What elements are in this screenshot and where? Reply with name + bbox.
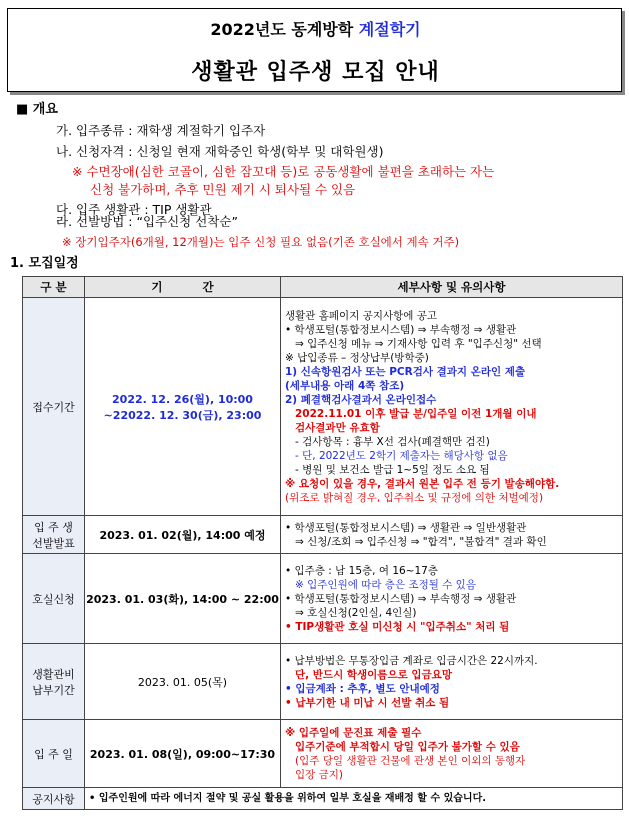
detail-line: 2) 폐결핵검사결과서 온라인접수 [285,393,437,406]
row-label-line: 생활관비 [32,667,75,681]
notice-label: 공지사항 [23,788,85,810]
row-details [281,298,623,516]
detail-line: 입주기준에 부적합시 당일 입주가 불가할 수 있음 [295,740,520,753]
detail-line: 생활관 홈페이지 공지사항에 공고 [285,309,438,322]
detail-line: • 학생포털(통합정보시스템) ⇒ 부속행정 ⇒ 생활관 [285,323,517,336]
title-box [7,8,622,92]
detail-line: 단, 반드시 학생이름으로 입금요망 [295,668,452,681]
table-row [23,516,623,554]
overview-item: 다. 입주 생활관 : TIP 생활관 [56,202,212,217]
detail-line: ※ 요청이 있을 경우, 결과서 원본 입주 전 등기 발송해야함. [285,477,560,490]
row-label: 호실신청 [23,554,85,644]
table-row [23,720,623,788]
overview-item-method [56,212,238,230]
detail-line: 2022.11.01 이후 발급 분/입주일 이전 1개월 이내 [295,407,537,420]
overview-heading: ■ 개요 [16,102,58,117]
overview-warning-cont: 신청 불가하며, 추후 민원 제기 시 퇴사될 수 있음 [90,182,356,197]
overview-item: 나. 신청자격 : 신청일 현재 재학중인 학생(학부 및 대학원생) [56,144,384,159]
detail-line: ⇒ 신청/조회 ⇒ 입주신청 ⇒ "합격", "불합격" 결과 확인 [295,535,547,548]
row-label-line: 선발발표 [32,536,75,550]
detail-line: - 단, 2022년도 2학기 제출자는 해당사항 없음 [295,449,508,462]
detail-line: • 입주층 : 남 15층, 여 16~17층 [285,564,438,577]
col-header-period: 기 간 [85,277,281,298]
detail-line: • TIP생활관 호실 미신청 시 "입주취소" 처리 됨 [285,620,510,633]
row-label: 입 주 일 [23,720,85,788]
overview-method-text: 라. 선발방법 : “입주신청 선착순” [56,214,238,229]
row-period: 2023. 01. 08(일), 09:00~17:30 [85,720,281,788]
page-title: 생활관 입주생 모집 안내 [191,60,440,85]
detail-line: • 학생포털(통합정보시스템) ⇒ 부속행정 ⇒ 생활관 [285,592,517,605]
row-details [281,516,623,554]
row-period: 2023. 01. 02(월), 14:00 예정 [85,516,281,554]
detail-line: - 병원 및 보건소 발급 1~5일 정도 소요 됨 [295,463,490,476]
detail-line: 입장 금지) [295,768,344,781]
schedule-heading: 1. 모집일정 [10,256,79,271]
title-line1 [8,17,623,40]
title-prefix: 2022년도 동계방학 [210,20,359,39]
overview-item: 가. 입주종류 : 재학생 계절학기 입주자 [56,123,266,138]
detail-line: • 납부기한 내 미납 시 선발 취소 됨 [285,696,450,709]
row-period [85,298,281,516]
detail-line: • 입금계좌 : 추후, 별도 안내예정 [285,682,440,695]
row-details [281,720,623,788]
row-period: 2023. 01. 03(화), 14:00 ~ 22:00 [85,554,281,644]
period-start: 2022. 12. 26(월), 10:00 [112,392,253,406]
row-label-line: 납부기간 [32,683,75,697]
detail-line: ※ 납입종류 – 정상납부(방학중) [285,351,429,364]
row-details [281,644,623,720]
detail-line: ※ 입주인원에 따라 층은 조정될 수 있음 [295,578,476,591]
detail-line: ※ 입주일에 문진표 제출 필수 [285,726,422,739]
row-period: 2023. 01. 05(목) [85,644,281,720]
row-label: 접수기간 [23,298,85,516]
detail-line: - 검사항목 : 흉부 X선 검사(폐결핵만 검진) [295,435,490,448]
schedule-table [22,276,623,810]
detail-line: (입주 당일 생활관 건물에 관생 본인 이외의 동행자 [295,754,526,767]
detail-line: • 납부방법은 무통장입금 계좌로 입금시간은 22시까지. [285,654,538,667]
overview-warning: ※ 수면장애(심한 코골이, 심한 잠꼬대 등)로 공동생활에 불편을 초래하는 자는 [72,164,495,179]
period-end: ~22022. 12. 30(금), 23:00 [103,408,262,422]
table-row [23,644,623,720]
table-row-notice [23,788,623,810]
table-row [23,554,623,644]
row-details [281,554,623,644]
row-label [23,644,85,720]
detail-line: 1) 신속항원검사 또는 PCR검사 결과지 온라인 제출 [285,365,526,378]
detail-line: 검사결과만 유효함 [295,421,380,434]
table-row [23,298,623,516]
col-header-category: 구 분 [23,277,85,298]
detail-line: (위조로 밝혀질 경우, 입주취소 및 규정에 의한 처벌예정) [285,491,544,504]
detail-line: ⇒ 입주신청 메뉴 ⇒ 기재사항 입력 후 "입주신청" 선택 [295,337,542,350]
overview-long-term-note: ※ 장기입주자(6개월, 12개월)는 입주 신청 필요 없음(기존 호실에서 계속 거주) [62,235,460,249]
notice-text: • 입주인원에 따라 에너지 절약 및 공실 활용을 위하여 일부 호실을 재배정 할 수 있습니다. [85,788,623,810]
col-header-details: 세부사항 및 유의사항 [281,277,623,298]
detail-line: • 학생포털(통합정보시스템) ⇒ 생활관 ⇒ 일반생활관 [285,521,527,534]
title-highlight: 계절학기 [358,20,421,39]
table-header-row [23,277,623,298]
detail-line: ⇒ 호실신청(2인실, 4인실) [295,606,417,619]
row-label-line: 입 주 생 [34,520,73,534]
row-label [23,516,85,554]
detail-line: (세부내용 아래 4쪽 참조) [285,379,405,392]
